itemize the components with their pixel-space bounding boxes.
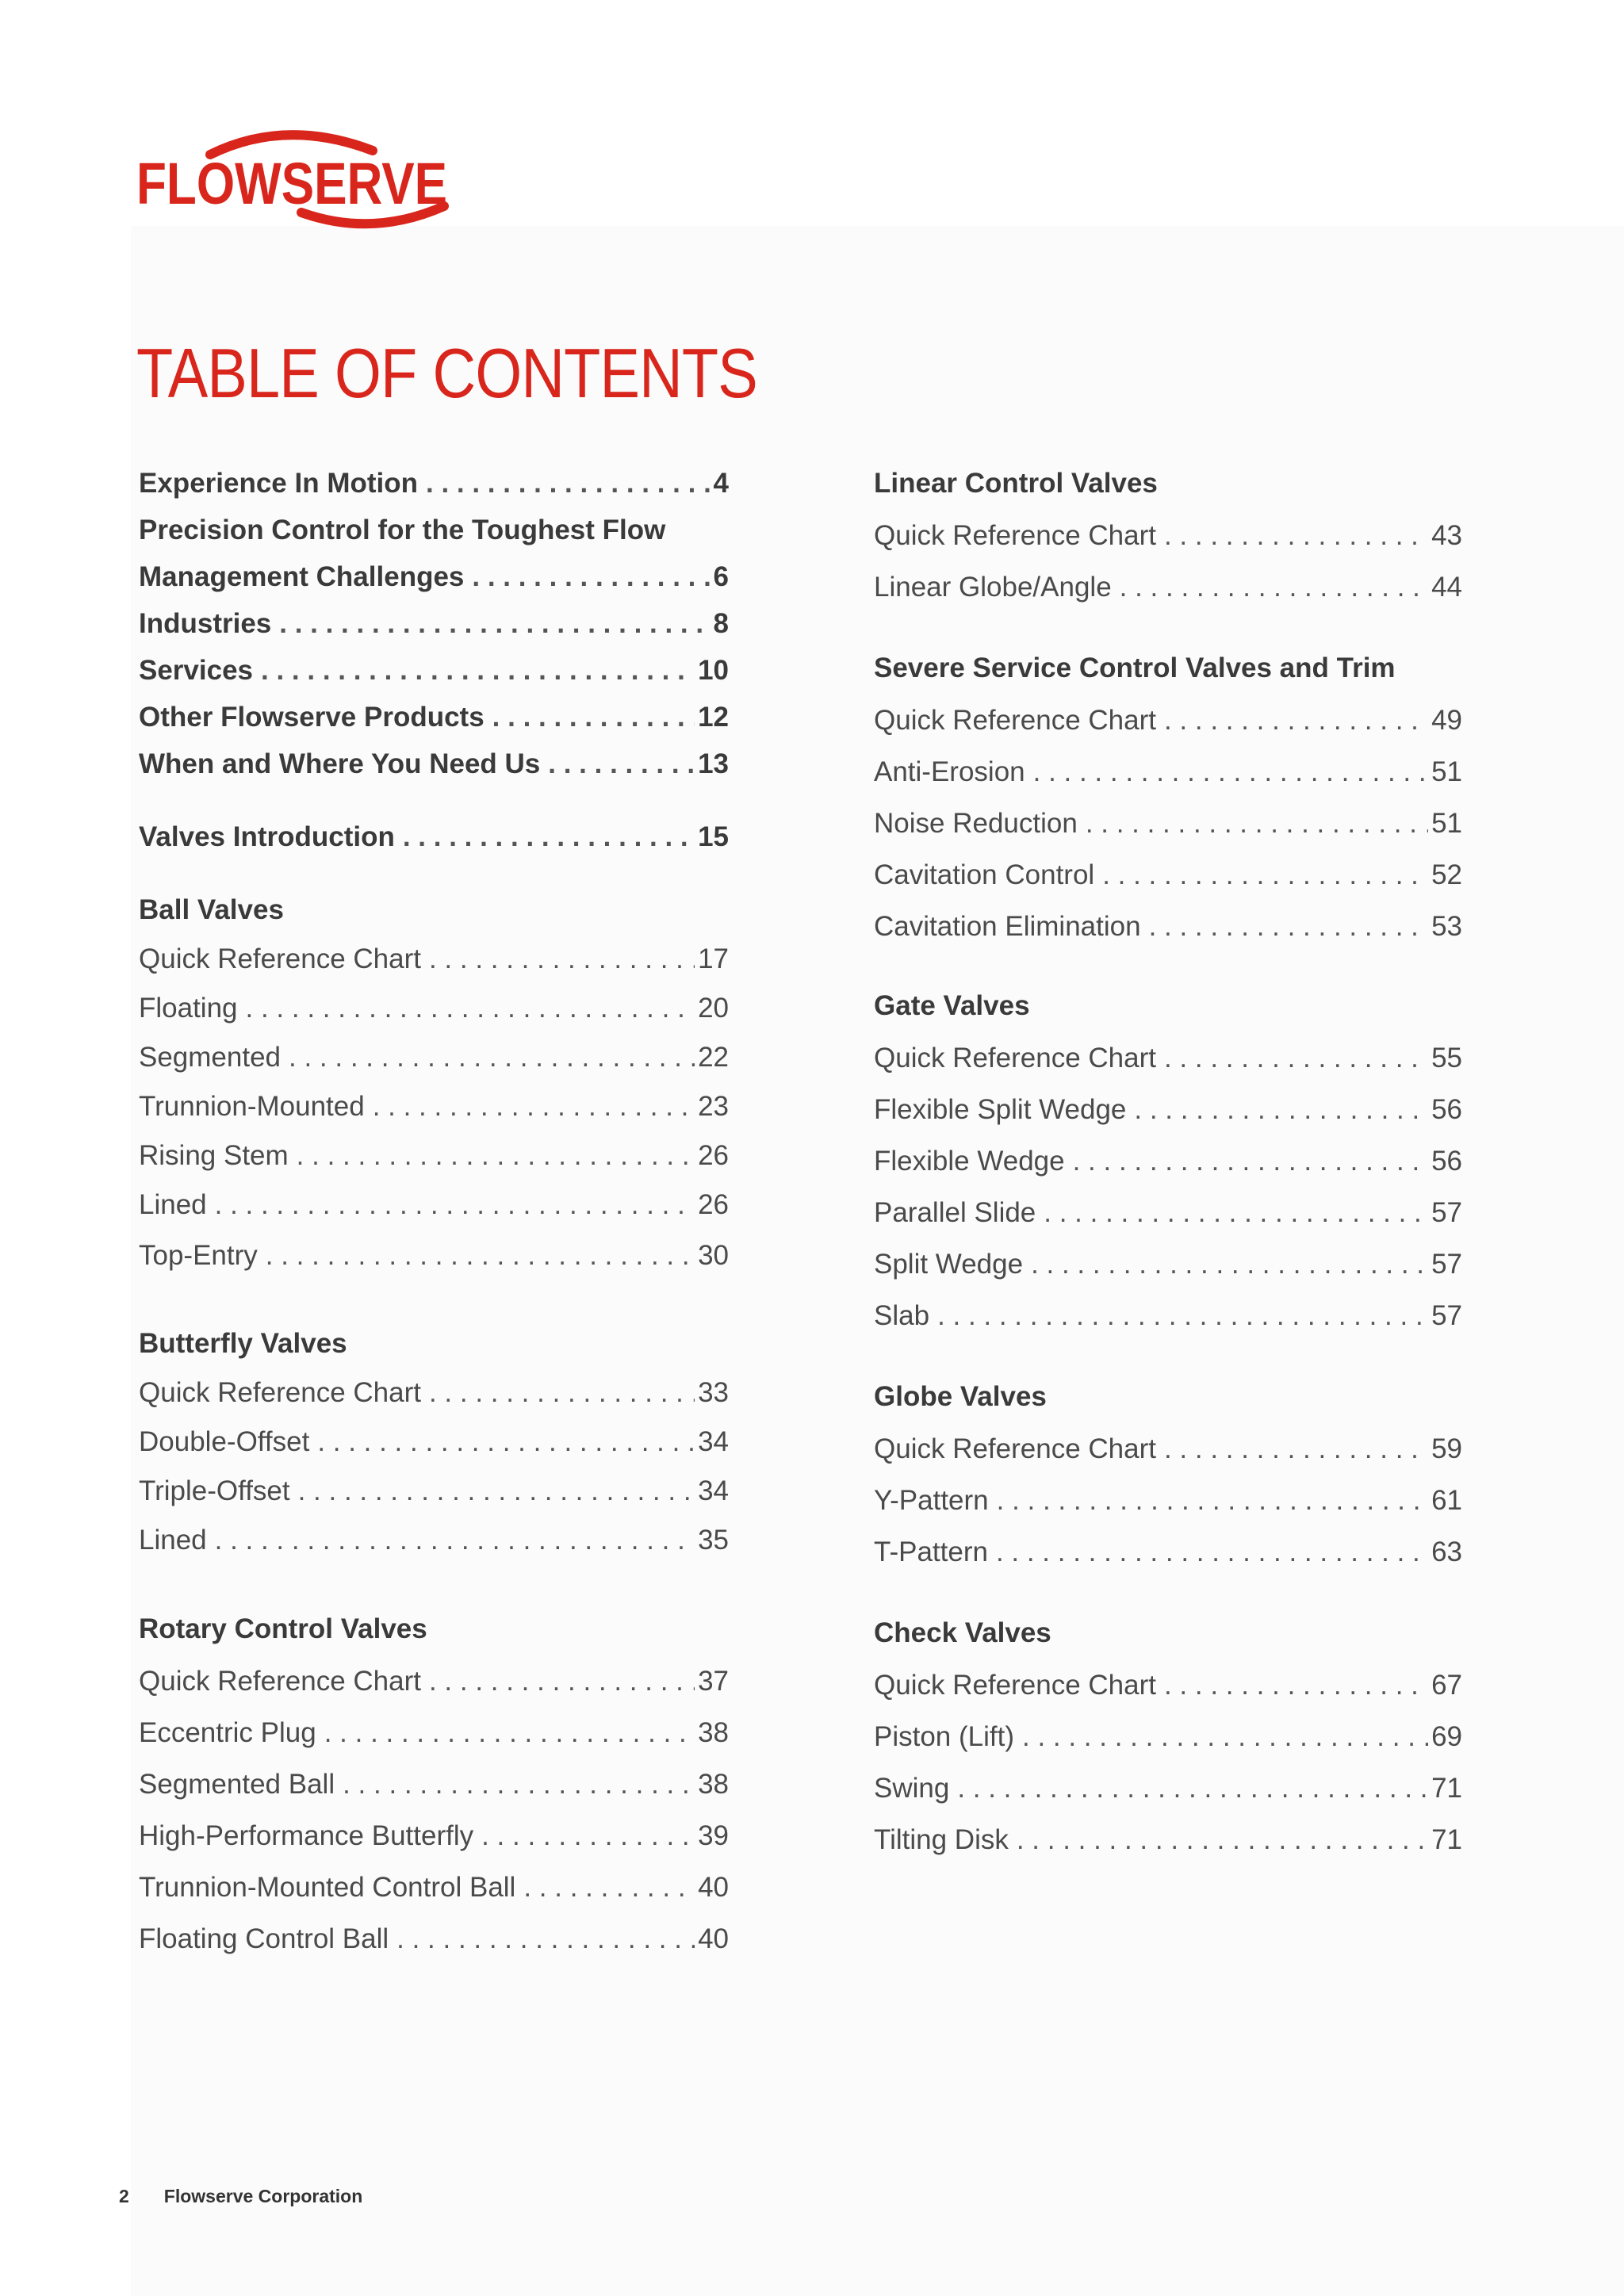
toc-entry[interactable]: Segmented . . . 22 [139,1042,729,1091]
toc-entry[interactable]: Experience In Motion . . . 4 [139,468,729,515]
toc-entry[interactable]: Other Flowserve Products . . . 12 [139,702,729,748]
toc-entry[interactable]: Cavitation Elimination . . . 53 [874,911,1462,990]
toc-entry[interactable]: Quick Reference Chart . . . 67 [874,1670,1462,1721]
page-number: 2 [119,2186,129,2206]
toc-entry[interactable]: Swing . . . 71 [874,1773,1462,1824]
svg-text:®: ® [425,208,432,219]
toc-entry[interactable]: Quick Reference Chart . . . 49 [874,705,1462,756]
section-title: Rotary Control Valves [139,1613,427,1644]
toc-entry[interactable]: Valves Introduction . . . 15 [139,821,729,894]
toc-left-column [139,468,729,1975]
page-title: TABLE OF CONTENTS [136,334,757,412]
toc-entry[interactable]: Management Challenges . . . 6 [139,561,729,608]
toc-entry[interactable]: Flexible Split Wedge . . . 56 [874,1094,1462,1146]
toc-entry[interactable]: Segmented Ball . . . 38 [139,1769,729,1820]
section-title: Linear Control Valves [874,468,1158,499]
toc-entry-line1[interactable]: Precision Control for the Toughest Flow [139,515,666,545]
toc-entry[interactable]: Y-Pattern . . . 61 [874,1485,1462,1536]
toc-entry[interactable]: Lined . . . 26 [139,1189,729,1240]
toc-entry[interactable]: Triple-Offset . . . 34 [139,1475,729,1525]
toc-entry[interactable]: Parallel Slide . . . 57 [874,1197,1462,1249]
section-title: Ball Valves [139,894,284,925]
toc-entry[interactable]: Services . . . 10 [139,655,729,702]
flowserve-logo [135,119,468,246]
toc-entry[interactable]: Floating . . . 20 [139,993,729,1042]
footer-company: Flowserve Corporation [163,2186,363,2206]
toc-entry[interactable]: Quick Reference Chart . . . 37 [139,1666,729,1717]
toc-entry[interactable]: When and Where You Need Us . . . 13 [139,748,729,821]
toc-entry[interactable]: Trunnion-Mounted Control Ball . . . 40 [139,1872,729,1923]
toc-entry[interactable]: T-Pattern . . . 63 [874,1536,1462,1617]
toc-entry[interactable]: Anti-Erosion . . . 51 [874,756,1462,808]
toc-entry[interactable]: Piston (Lift) . . . 69 [874,1721,1462,1773]
toc-entry[interactable]: Linear Globe/Angle . . . 44 [874,572,1462,652]
section-title: Globe Valves [874,1381,1047,1412]
toc-entry[interactable]: Eccentric Plug . . . 38 [139,1717,729,1769]
toc-entry[interactable]: Quick Reference Chart . . . 59 [874,1433,1462,1485]
section-title: Check Valves [874,1617,1051,1648]
toc-right-column [874,468,1462,1876]
toc-entry[interactable]: Quick Reference Chart . . . 55 [874,1043,1462,1094]
toc-entry[interactable]: Quick Reference Chart . . . 43 [874,520,1462,572]
toc-entry[interactable]: Quick Reference Chart . . . 33 [139,1377,729,1426]
toc-entry[interactable]: Top-Entry . . . 30 [139,1240,729,1328]
toc-entry[interactable]: Lined . . . 35 [139,1525,729,1613]
section-title: Severe Service Control Valves and Trim [874,652,1396,683]
svg-text:FLOWSERVE: FLOWSERVE [136,151,447,216]
toc-entry[interactable]: Cavitation Control . . . 52 [874,859,1462,911]
toc-entry[interactable]: High-Performance Butterfly . . . 39 [139,1820,729,1872]
section-title: Gate Valves [874,990,1030,1021]
toc-entry[interactable]: Floating Control Ball . . . 40 [139,1923,729,1975]
toc-entry[interactable]: Quick Reference Chart . . . 17 [139,943,729,993]
toc-entry[interactable]: Industries . . . 8 [139,608,729,655]
toc-entry[interactable]: Noise Reduction . . . 51 [874,808,1462,859]
toc-entry[interactable]: Flexible Wedge . . . 56 [874,1146,1462,1197]
toc-entry[interactable]: Slab . . . 57 [874,1300,1462,1381]
toc-entry[interactable]: Split Wedge . . . 57 [874,1249,1462,1300]
page-footer [119,2186,362,2207]
toc-entry[interactable]: Trunnion-Mounted . . . 23 [139,1091,729,1140]
toc-entry[interactable]: Double-Offset . . . 34 [139,1426,729,1475]
toc-entry[interactable]: Rising Stem . . . 26 [139,1140,729,1189]
toc-entry[interactable]: Tilting Disk . . . 71 [874,1824,1462,1876]
section-title: Butterfly Valves [139,1328,347,1359]
